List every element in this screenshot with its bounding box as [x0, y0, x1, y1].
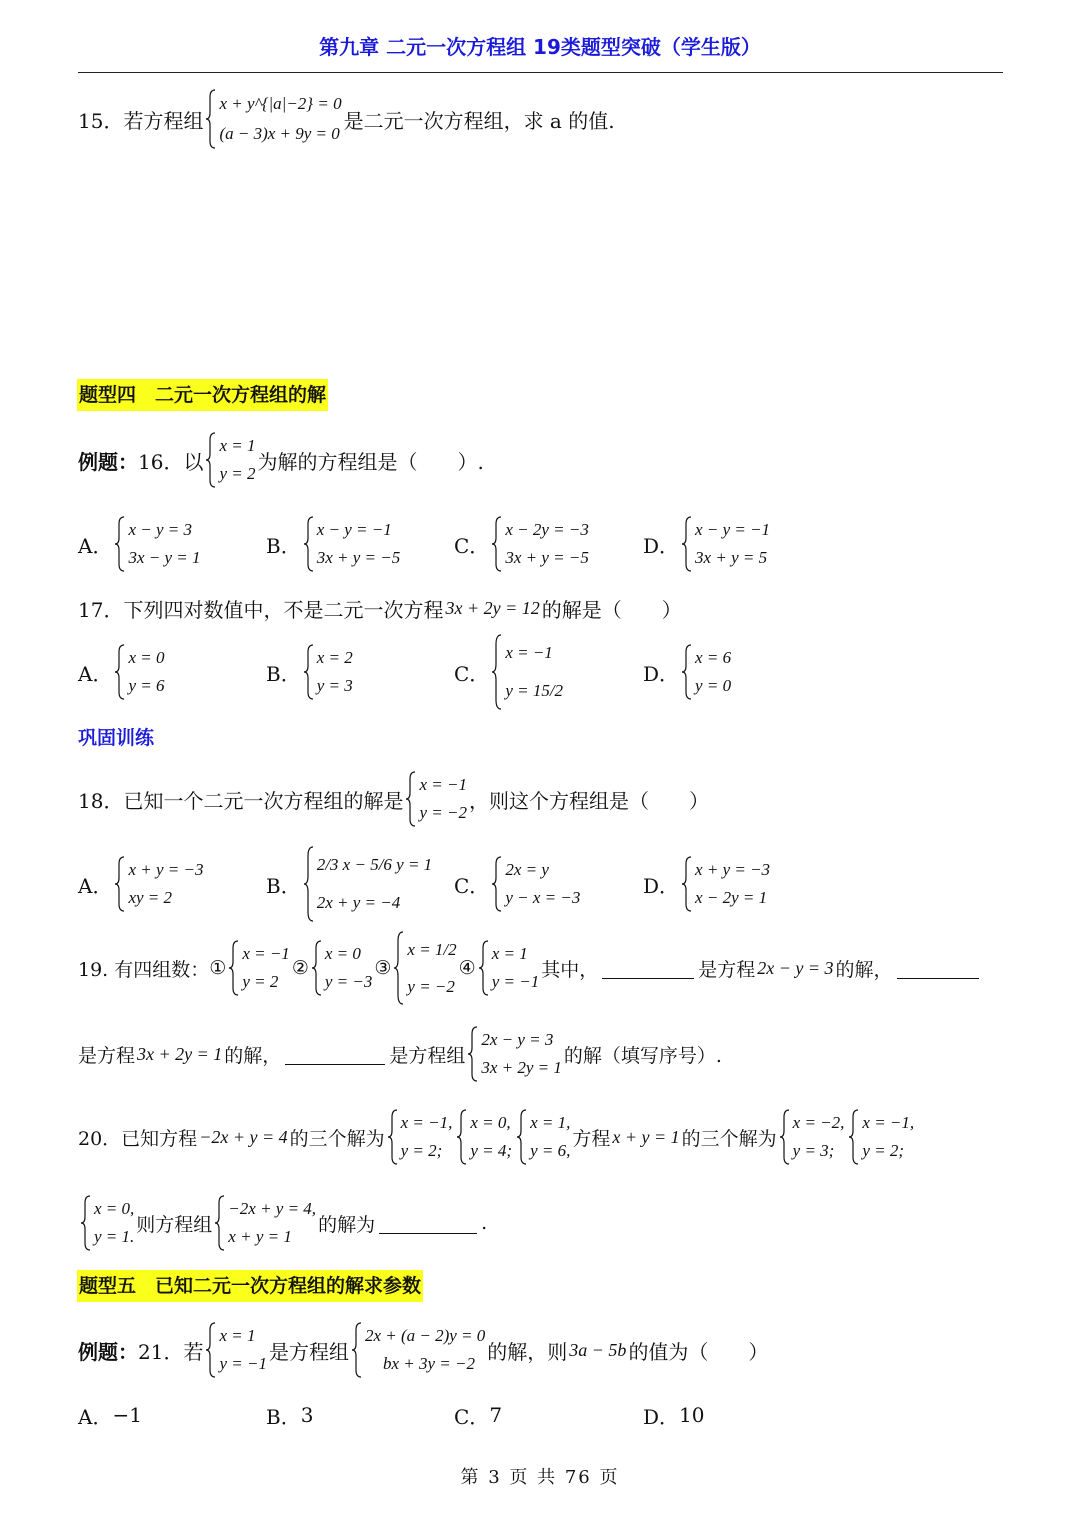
- question-19-number: 19. 有四组数：: [78, 958, 210, 981]
- solution-pair: [516, 1109, 570, 1165]
- question-20-text: 的三个解为: [289, 1127, 385, 1150]
- option-d[interactable]: [643, 515, 772, 573]
- equation: x = −2,: [792, 1113, 845, 1132]
- question-19-system: [467, 1026, 562, 1082]
- equation: 2x − y = 3: [481, 1030, 554, 1049]
- question-20-text: 则方程组: [136, 1213, 213, 1236]
- option-b[interactable]: [266, 515, 402, 573]
- circled-number: ④: [458, 957, 476, 979]
- option-system: [303, 644, 353, 700]
- page-header-title: 第九章 二元一次方程组 19类题型突破（学生版）: [319, 35, 761, 59]
- header-divider: [78, 72, 1003, 73]
- option-a[interactable]: [78, 855, 205, 913]
- question-19-text: 其中，: [541, 958, 599, 981]
- option-label: D．: [643, 1404, 680, 1429]
- number-pair: [393, 931, 456, 1005]
- solution-pair: [387, 1109, 453, 1165]
- option-value: 10: [679, 1403, 705, 1427]
- equation: y = 3: [316, 676, 353, 695]
- question-17: [78, 593, 682, 623]
- circled-number: ②: [291, 957, 309, 979]
- equation: 3x + y = −5: [505, 548, 589, 567]
- equation: x = 1: [491, 944, 528, 963]
- equation: x − y = −1: [316, 520, 392, 539]
- equation: x + y = 1: [228, 1227, 292, 1246]
- equation: y = 6,: [530, 1141, 571, 1160]
- question-20-continued: [78, 1194, 487, 1252]
- answer-blank[interactable]: [897, 958, 979, 979]
- option-label: A．: [78, 661, 113, 686]
- question-16-number: 16．以: [138, 449, 204, 474]
- equation: 3x + 2y = 1: [137, 1043, 223, 1064]
- option-system: [681, 516, 770, 572]
- question-21-text: 的值为（ ）: [628, 1339, 769, 1364]
- equation: x − y = −1: [695, 520, 771, 539]
- equation: y = 2: [242, 972, 279, 991]
- question-18: [78, 770, 709, 828]
- option-label: B．: [266, 661, 301, 686]
- option-c[interactable]: [454, 515, 591, 573]
- option-value: 7: [489, 1403, 503, 1427]
- section-heading-5: 题型五 已知二元一次方程组的解求参数: [77, 1270, 423, 1302]
- option-a[interactable]: [78, 643, 166, 701]
- question-21-solution: [205, 1322, 267, 1378]
- solution-pair: [80, 1195, 134, 1251]
- number-pair: [311, 940, 373, 996]
- equation: x = −1: [505, 643, 553, 662]
- question-21-text: 的解，则: [487, 1339, 568, 1364]
- question-21-number: 21．若: [138, 1339, 204, 1364]
- equation: −2x + y = 4,: [228, 1199, 317, 1218]
- equation: x = 0,: [94, 1199, 135, 1218]
- option-a[interactable]: [78, 515, 203, 573]
- equation: 2x + y = −4: [316, 893, 401, 912]
- option-c[interactable]: [454, 633, 565, 711]
- equation: x = −1: [242, 944, 290, 963]
- option-label: D．: [643, 873, 680, 898]
- option-label: B．: [266, 1404, 301, 1429]
- option-label: A．: [78, 533, 113, 558]
- equation: x = 1: [219, 436, 256, 455]
- question-19-text: 是方程: [78, 1044, 136, 1067]
- question-16-system: [205, 432, 255, 488]
- equation: x = 1,: [530, 1113, 571, 1132]
- question-17-text: 的解是（ ）: [541, 597, 682, 622]
- option-b[interactable]: [266, 643, 355, 701]
- question-16: [78, 430, 484, 490]
- question-20-number: 20．已知方程: [78, 1127, 198, 1150]
- equation: y = 6: [128, 676, 165, 695]
- equation: x = 0: [128, 648, 165, 667]
- question-20-text: 方程: [572, 1127, 611, 1150]
- question-21-text: 是方程组: [268, 1339, 349, 1364]
- number-pair: [478, 940, 540, 996]
- equation: 3x − y = 1: [128, 548, 201, 567]
- practice-heading: 巩固训练: [78, 727, 155, 749]
- option-system: [303, 846, 432, 922]
- equation: x = −1,: [862, 1113, 915, 1132]
- option-value: −1: [112, 1403, 142, 1427]
- option-system: [491, 516, 589, 572]
- equation: x = 0,: [470, 1113, 511, 1132]
- option-d[interactable]: [643, 1400, 705, 1430]
- option-label: A．: [78, 1404, 113, 1429]
- question-16-text: 为解的方程组是（ ）.: [257, 449, 484, 474]
- option-label: D．: [643, 661, 680, 686]
- equation: 2x + (a − 2)y = 0: [364, 1326, 486, 1345]
- equation: x = 6: [695, 648, 732, 667]
- equation: y = −2: [419, 803, 467, 822]
- question-19-continued: [78, 1025, 722, 1083]
- equation: x = 0: [324, 944, 361, 963]
- equation: bx + 3y = −2: [382, 1354, 475, 1373]
- option-system: [114, 644, 164, 700]
- equation: y = −2: [407, 976, 455, 996]
- option-label: B．: [266, 873, 301, 898]
- solution-pair: [779, 1109, 845, 1165]
- equation: 3x + y = 5: [695, 548, 768, 567]
- equation: x − y = 3: [128, 520, 192, 539]
- equation: y = 2;: [862, 1141, 905, 1160]
- equation: 3x + y = −5: [316, 548, 401, 567]
- option-label: C．: [454, 533, 490, 558]
- equation: y = 2: [219, 464, 256, 483]
- equation: y = 0: [695, 676, 732, 695]
- equation: x − 2y = 1: [695, 888, 768, 907]
- question-21: [78, 1320, 768, 1380]
- option-system: [114, 856, 203, 912]
- page-footer: 第 3 页 共 76 页: [460, 1467, 620, 1488]
- option-label: C．: [454, 1404, 490, 1429]
- option-d[interactable]: [643, 643, 733, 701]
- question-18-number: 18．已知一个二元一次方程组的解是: [78, 788, 404, 813]
- section-heading-4: 题型四 二元一次方程组的解: [77, 379, 328, 411]
- equation: x − 2y = −3: [505, 520, 589, 539]
- option-system: [681, 856, 770, 912]
- equation: y = −3: [324, 972, 373, 991]
- question-19: [78, 930, 983, 1006]
- question-17-number: 17．下列四对数值中，不是二元一次方程: [78, 597, 444, 622]
- answer-blank[interactable]: [602, 958, 694, 979]
- equation: x + y = −3: [128, 860, 204, 879]
- equation: y = 15/2: [505, 681, 564, 700]
- question-15-number: 15．若方程组: [78, 108, 204, 133]
- equation: y = 2;: [400, 1141, 443, 1160]
- equation: x + y^{|a|−2} = 0: [219, 94, 342, 113]
- question-18-text: ，则这个方程组是（ ）: [468, 788, 709, 813]
- option-system: [681, 644, 731, 700]
- option-value: 3: [300, 1403, 314, 1427]
- question-19-text: 的解（填写序号）.: [563, 1044, 722, 1067]
- equation: x + y = 1: [612, 1126, 680, 1147]
- question-18-system: [405, 771, 467, 827]
- example-prefix: 例题：: [78, 1339, 138, 1364]
- equation: y = 4;: [470, 1141, 513, 1160]
- question-19-text: 是方程组: [389, 1044, 466, 1067]
- solution-pair: [848, 1109, 914, 1165]
- answer-blank[interactable]: [379, 1213, 477, 1234]
- option-c[interactable]: [454, 855, 582, 913]
- answer-blank[interactable]: [285, 1044, 385, 1065]
- equation: x = 1: [219, 1326, 256, 1345]
- equation: 3x + 2y = 12: [445, 597, 540, 618]
- option-b[interactable]: [266, 845, 434, 923]
- circled-number: ③: [374, 957, 392, 979]
- option-a[interactable]: [78, 1400, 142, 1430]
- option-system: [491, 634, 563, 710]
- equation: y = 1.: [94, 1227, 135, 1246]
- example-prefix: 例题：: [78, 449, 138, 474]
- question-20: [78, 1108, 916, 1166]
- equation: 3x + 2y = 1: [481, 1058, 562, 1077]
- option-system: [303, 516, 401, 572]
- equation: y = −1: [491, 972, 540, 991]
- question-15-text: 是二元一次方程组，求 a 的值.: [343, 108, 615, 133]
- equation: y − x = −3: [505, 888, 581, 907]
- equation: (a − 3)x + 9y = 0: [219, 124, 340, 143]
- option-label: B．: [266, 533, 301, 558]
- question-15-system: [205, 89, 341, 149]
- equation: −2x + y = 4: [199, 1126, 288, 1147]
- question-21-system: [351, 1322, 485, 1378]
- question-20-text: .: [481, 1212, 488, 1234]
- equation: 2x − y = 3: [757, 957, 834, 978]
- option-c[interactable]: [454, 1400, 502, 1430]
- option-system: [114, 516, 200, 572]
- question-20-system: [214, 1195, 316, 1251]
- option-system: [491, 856, 580, 912]
- question-19-text: 的解，: [835, 958, 893, 981]
- option-b[interactable]: [266, 1400, 313, 1430]
- equation: x = 2: [316, 648, 353, 667]
- equation: 3a − 5b: [569, 1339, 627, 1360]
- option-label: C．: [454, 873, 490, 898]
- question-19-text: 是方程: [698, 958, 756, 981]
- option-label: D．: [643, 533, 680, 558]
- equation: x = −1,: [400, 1113, 453, 1132]
- equation: y = −1: [219, 1354, 267, 1373]
- equation: y = 3;: [792, 1141, 835, 1160]
- equation: xy = 2: [128, 888, 173, 907]
- equation: x = 1/2: [407, 939, 457, 959]
- option-label: C．: [454, 661, 490, 686]
- question-20-text: 的解为: [318, 1213, 376, 1236]
- equation: 2x = y: [505, 860, 549, 879]
- circled-number: ①: [209, 957, 227, 979]
- equation: 2/3 x − 5/6 y = 1: [316, 855, 433, 874]
- option-label: A．: [78, 873, 113, 898]
- option-d[interactable]: [643, 855, 772, 913]
- question-19-text: 的解，: [224, 1044, 282, 1067]
- equation: x = −1: [419, 775, 467, 794]
- question-20-text: 的三个解为: [681, 1127, 777, 1150]
- question-15: [78, 88, 615, 150]
- number-pair: [228, 940, 290, 996]
- solution-pair: [456, 1109, 512, 1165]
- equation: x + y = −3: [695, 860, 771, 879]
